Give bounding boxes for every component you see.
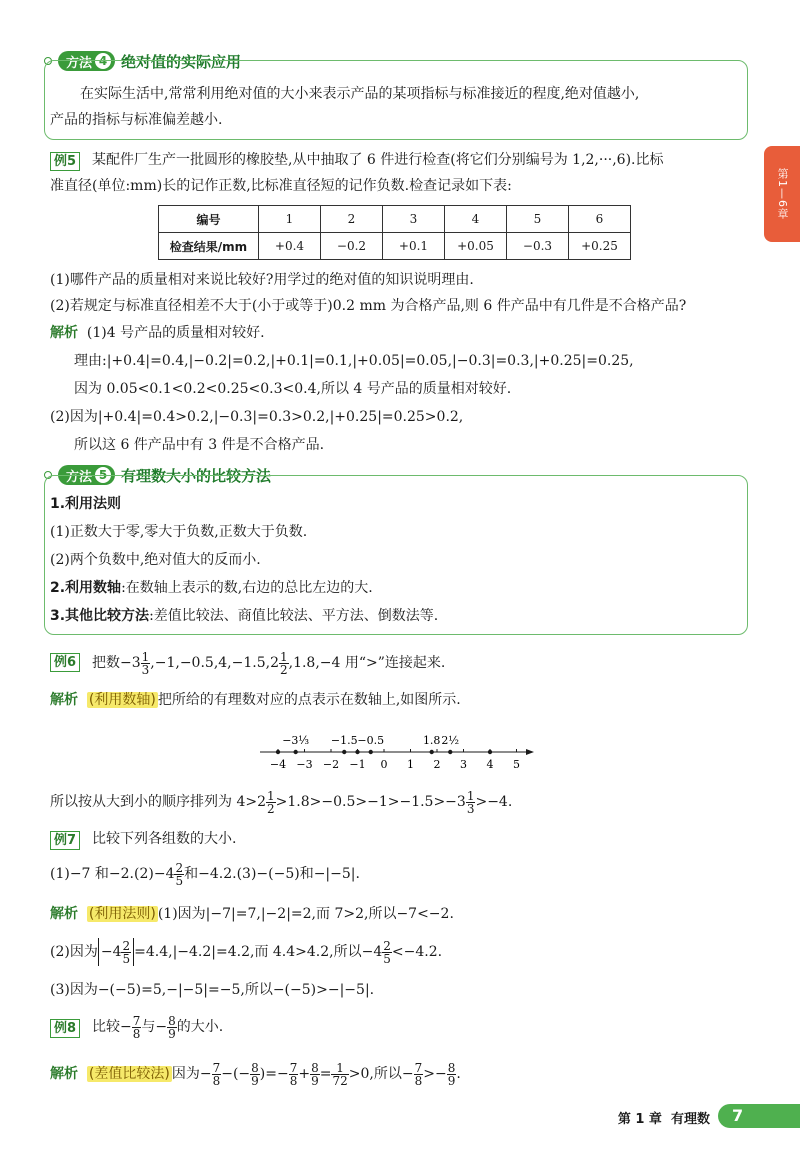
table-row [159,206,631,233]
table-cell: 5 [507,206,569,233]
ex5-q1: (1)哪件产品的质量相对来说比较好?用学过的绝对值的知识说明理由. [50,272,474,288]
point-marker [342,750,346,754]
point-marker [293,750,297,754]
tick-label: 1 [407,758,414,771]
table-cell: 2 [321,206,383,233]
absolute-value: −4 $\frac{2}{5}$ [98,938,134,966]
fraction: $\frac{1}{3}$ [141,649,150,677]
point-label: −0.5 [357,734,385,747]
table-header-result: 检查结果/mm [159,233,259,260]
fraction: $\frac{7}{8}$ [414,1060,423,1088]
ex7-answer-2: (2)因为 −4 $\frac{2}{5}$ =4.4,|−4.2|=4.2,而 4.4>4.2,所以−4 $\frac{2}{5}$ <−4.2. [50,938,443,966]
ex6-answer-1: 解析 (利用数轴) 把所给的有理数对应的点表示在数轴上,如图所示. [50,692,461,708]
point-label: −3⅓ [282,734,310,747]
tick-label: 5 [513,758,520,771]
fraction: $\frac{7}{8}$ [212,1060,221,1088]
ex6-conclusion: 所以按从大到小的顺序排列为 4>2 $\frac{1}{2}$ >1.8>−0.5>−1>−1.5>−3 $\frac{1}{3}$ >−4. [50,788,513,816]
method4-body-1: 在实际生活中,常常利用绝对值的大小来表示产品的某项指标与标准接近的程度,绝对值越小, [80,86,640,102]
chapter-side-tab: 第1—6章 [764,146,800,242]
tick-label: −3 [296,758,313,771]
table-cell: +0.25 [569,233,631,260]
example5-tag: 例5 [50,152,80,171]
example7-tag: 例7 [50,831,80,850]
point-marker [448,750,452,754]
fraction: $\frac{1}{72}$ [332,1060,348,1088]
table-header-id: 编号 [159,206,259,233]
fraction: $\frac{2}{5}$ [175,860,184,888]
point-marker [355,750,359,754]
fraction: $\frac{1}{2}$ [267,788,275,816]
point-marker [430,750,434,754]
fraction: $\frac{1}{2}$ [279,649,288,677]
fraction: $\frac{8}{9}$ [251,1060,259,1088]
point-marker [369,750,373,754]
method5-title: 有理数大小的比较方法 [121,466,272,485]
number-line-diagram [250,718,540,774]
fraction: $\frac{8}{9}$ [447,1060,456,1088]
method-highlight: (利用数轴) [88,692,156,708]
point-label: 2½ [441,734,460,747]
ex5-q2: (2)若规定与标准直径相差不大于(小于或等于)0.2 mm 为合格产品,则 6 件产品中有几件是不合格产品? [50,298,687,314]
table-cell: 6 [569,206,631,233]
method4-pill: 方法 4 [58,51,115,71]
table-cell: −0.2 [321,233,383,260]
tick-label: 4 [486,758,494,771]
ex7-answer-1: 解析 (利用法则) (1)因为|−7|=7,|−2|=2,而 7>2,所以−7<−2. [50,906,454,922]
tick-label: 0 [380,758,388,771]
ex5-answer-2: 理由:|+0.4|=0.4,|−0.2|=0.2,|+0.1|=0.1,|+0.05|=0.05,|−0.3|=0.3,|+0.25|=0.25, [74,353,634,369]
table-cell: +0.05 [445,233,507,260]
inspection-table [158,205,631,260]
table-cell: 4 [445,206,507,233]
ex7-parts: (1)−7 和−2.(2)−4 $\frac{2}{5}$ 和−4.2.(3)−(−5)和−|−5|. [50,860,360,888]
method5-rule-1a: (1)正数大于零,零大于负数,正数大于负数. [50,524,308,540]
method5-rule-2: 2.利用数轴:在数轴上表示的数,右边的总比左边的大. [50,580,373,596]
analysis-label: 解析 [50,1066,78,1082]
ex5-question-2: 准直径(单位:mm)长的记作正数,比标准直径短的记作负数.检查记录如下表: [50,178,512,194]
ex6-question: 把数−3 $\frac{1}{3}$ ,−1,−0.5,4,−1.5,2 $\frac{1}{2}$ ,1.8,−4 用“>”连接起来. [92,649,446,677]
tick-label: 2 [433,758,441,771]
analysis-label: 解析 [50,906,78,922]
fraction: $\frac{1}{3}$ [466,788,475,816]
method4-title: 绝对值的实际应用 [121,52,242,71]
footer-chapter: 第 1 章 有理数 [617,1112,710,1127]
method5-rule-1b: (2)两个负数中,绝对值大的反而小. [50,552,261,568]
ex8-answer: 解析 (差值比较法) 因为− $\frac{7}{8}$ −(− $\frac{8}{9}$ )=− $\frac{7}{8}$ + $\frac{8}{9}$ = $\frac{1}{72}$ >0,所以− $\frac{7}{8}$ >− $\frac{8}{9}$ . [50,1060,461,1088]
fraction: $\frac{2}{5}$ [122,938,131,966]
fraction: $\frac{2}{5}$ [383,938,391,966]
tick-label: −1 [349,758,366,771]
fraction: $\frac{8}{9}$ [168,1013,176,1041]
table-cell: +0.4 [259,233,321,260]
point-label: −1.5 [330,734,358,747]
fraction: $\frac{7}{8}$ [132,1013,141,1041]
ex7-answer-3: (3)因为−(−5)=5,−|−5|=−5,所以−(−5)>−|−5|. [50,982,375,998]
fraction: $\frac{7}{8}$ [289,1060,298,1088]
method-highlight: (差值比较法) [88,1066,170,1082]
ex5-answer-5: 所以这 6 件产品中有 3 件是不合格产品. [74,437,325,453]
method5-rule-3: 3.其他比较方法:差值比较法、商值比较法、平方法、倒数法等. [50,608,439,624]
point-label: 1.8 [422,734,441,747]
table-cell: 1 [259,206,321,233]
analysis-label: 解析 [50,692,78,708]
tick-label: −2 [322,758,340,771]
ex5-question-1: 某配件厂生产一批圆形的橡胶垫,从中抽取了 6 件进行检查(将它们分别编号为 1,2,···,6).比标 [92,152,664,168]
point-marker [276,750,280,754]
method5-rule-1: 1.利用法则 [50,496,122,512]
example8-tag: 例8 [50,1019,80,1038]
table-row [159,233,631,260]
method4-body-2: 产品的指标与标准偏差越小. [50,112,223,128]
method-highlight: (利用法则) [88,906,156,922]
table-cell: −0.3 [507,233,569,260]
table-cell: 3 [383,206,445,233]
tick-label: −4 [269,758,287,771]
arrow-icon [526,749,534,755]
ex5-answer-1: 解析 (1)4 号产品的质量相对较好. [50,325,265,341]
point-marker [488,750,492,754]
page-number: 7 [718,1104,800,1128]
ex5-answer-3: 因为 0.05<0.1<0.2<0.25<0.3<0.4,所以 4 号产品的质量相对较好. [74,381,512,397]
ex8-question: 比较− $\frac{7}{8}$ 与− $\frac{8}{9}$ 的大小. [92,1013,224,1041]
tick-label: 3 [460,758,467,771]
ex7-question: 比较下列各组数的大小. [92,831,237,847]
ex5-answer-4: (2)因为|+0.4|=0.4>0.2,|−0.3|=0.3>0.2,|+0.25|=0.25>0.2, [50,409,464,425]
method5-pill: 方法 5 [58,465,115,485]
table-cell: +0.1 [383,233,445,260]
analysis-label: 解析 [50,325,78,341]
example6-tag: 例6 [50,653,80,672]
fraction: $\frac{8}{9}$ [311,1060,319,1088]
